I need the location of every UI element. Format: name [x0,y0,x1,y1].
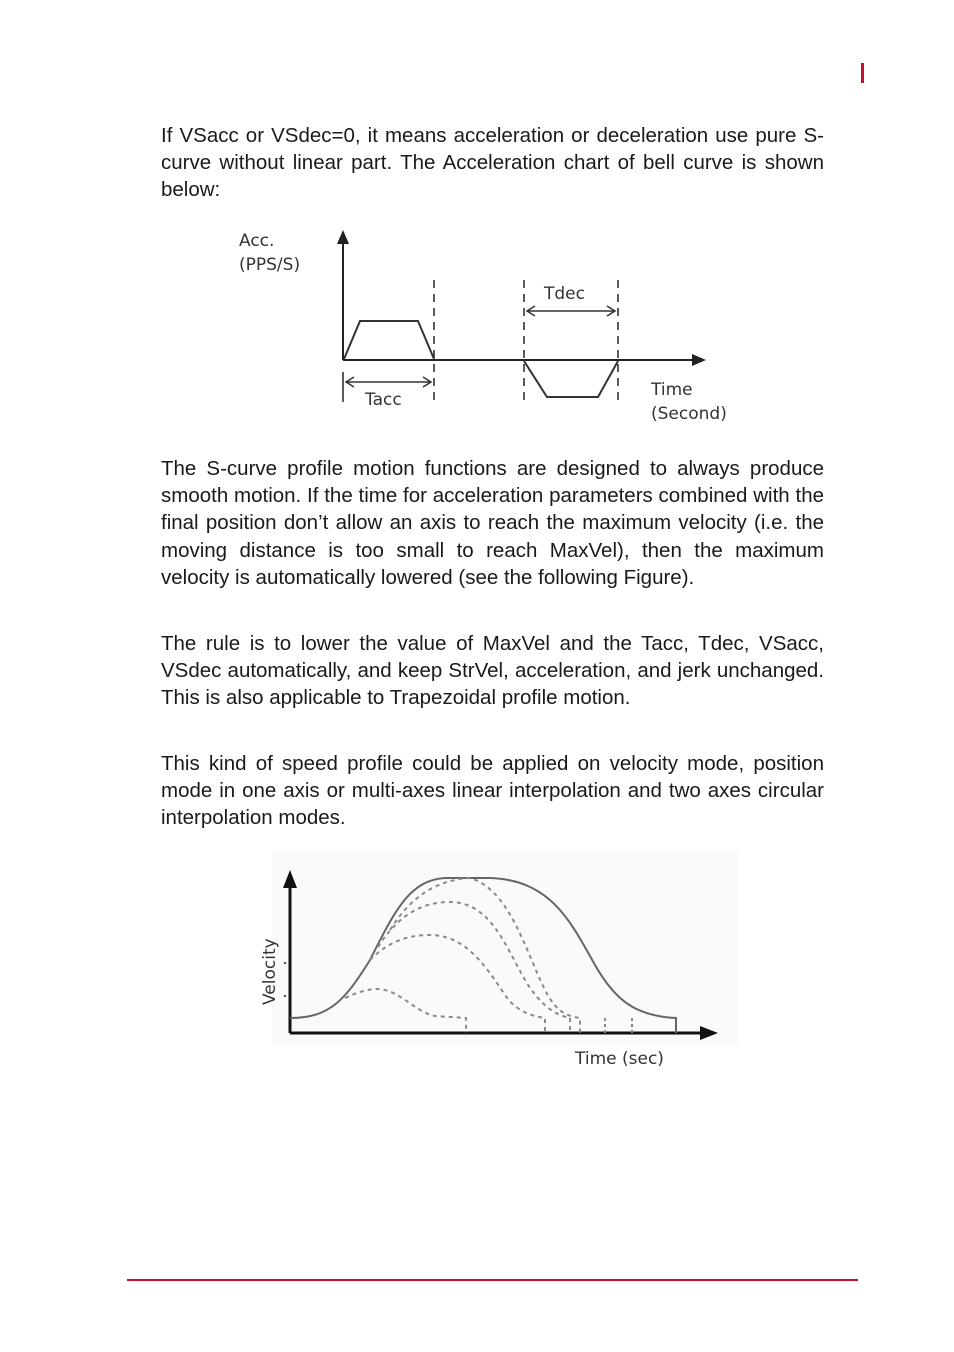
time-sec-axis-label: Time (sec) [575,1049,664,1069]
acc-axis-label-line1: Acc. [239,231,275,251]
header-corner-mark [861,63,864,83]
x-axis-arrow [692,354,706,366]
dec-trapezoid [524,361,618,397]
paragraph-s-curve: The S-curve profile motion functions are designed to always produce smooth motion. If the time for acceleration parameters combined with the final position don’t allow an axis to reach the maximum velocity (i.e. the moving distance is too small to reach MaxVel), then the maximum velocity is automatically lowered (see the following Figure). [161,457,824,589]
footer-rule [127,1279,858,1281]
paragraph-intro: If VSacc or VSdec=0, it means acceleration or deceleration use pure S-curve without linear part. The Acceleration chart of bell curve is shown below: [161,124,824,202]
paragraph-rule: The rule is to lower the value of MaxVel and the Tacc, Tdec, VSacc, VSdec automatically, and keep StrVel, acceleration, and jerk unchanged. This is also applicable to Trapezoidal profile motion. [161,632,824,710]
tdec-label: Tdec [544,284,585,304]
paragraph-speed-profile: This kind of speed profile could be applied on velocity mode, position mode in one axis or multi-axes linear interpolation and two axes circular interpolation modes. [161,752,824,830]
velocity-axis-label: Velocity [260,938,280,1005]
y-axis-arrow [337,230,349,244]
tacc-label: Tacc [365,390,402,410]
time-axis-label-line1: Time [651,380,693,400]
acceleration-bell-curve-figure [230,222,750,432]
acc-axis-label-line2: (PPS/S) [239,255,301,275]
acc-trapezoid [344,321,434,359]
time-axis-label-line2: (Second) [651,404,727,424]
velocity-profile-figure [250,850,740,1075]
